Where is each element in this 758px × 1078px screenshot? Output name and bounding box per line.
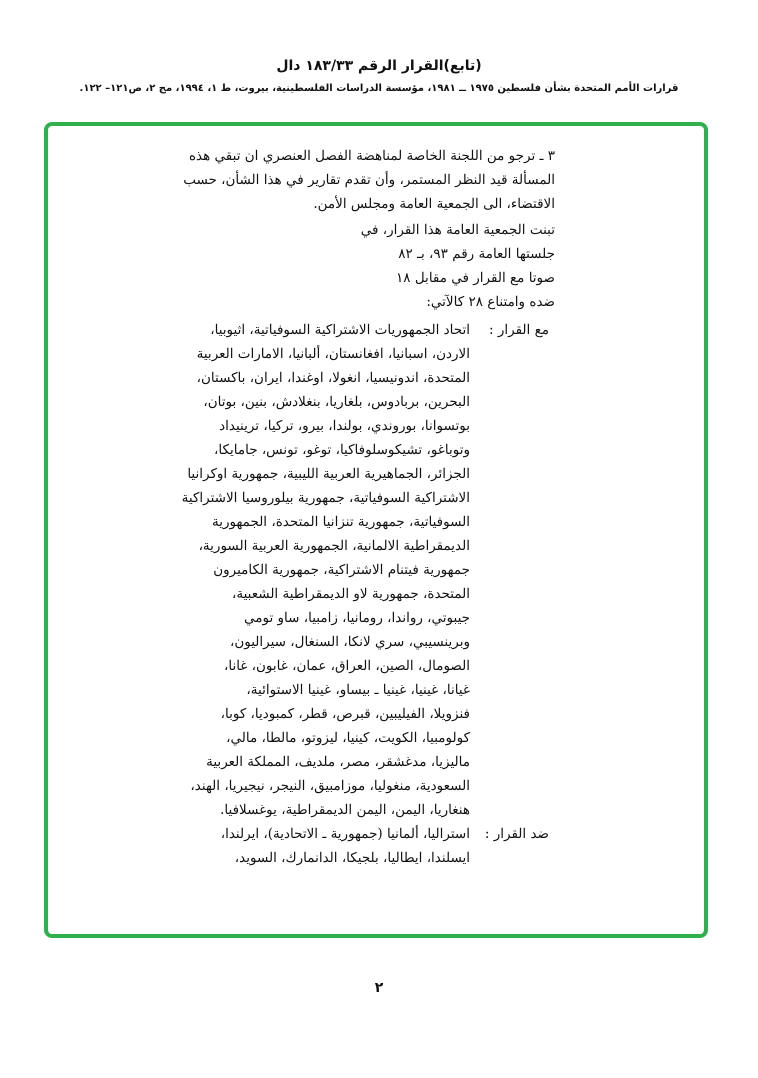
page-title: (تابع)القرار الرقم ١٨٣/٣٣ دال: [276, 58, 482, 74]
adoption-line: تبنت الجمعية العامة هذا القرار، في: [360, 222, 555, 238]
country-list-line: الجزائر، الجماهيرية العربية الليبية، جمهورية اوكرانيا: [187, 466, 470, 482]
country-list-line: الاشتراكية السوفياتية، جمهورية بيلوروسيا الاشتراكية: [181, 490, 470, 506]
country-list-line: السعودية، منغوليا، موزامبيق، النيجر، نيجيريا، الهند،: [190, 778, 470, 794]
country-list-line: ايسلندا، ايطاليا، بلجيكا، الدانمارك، السويد،: [234, 850, 470, 866]
country-list-line: جيبوتي، رواندا، رومانيا، زامبيا، ساو تومي: [244, 610, 470, 626]
country-list-line: اتحاد الجمهوريات الاشتراكية السوفياتية، اثيوبيا،: [210, 322, 470, 338]
country-list-line: هنغاريا، اليمن، اليمن الديمقراطية، يوغسلافيا.: [220, 802, 470, 818]
adoption-line: ضده وامتناع ٢٨ كالآتي:: [426, 294, 555, 310]
country-list-line: السوفياتية، جمهورية تنزانيا المتحدة، الجمهورية: [211, 514, 470, 530]
source-citation: قرارات الأمم المتحدة بشأن فلسطين ١٩٧٥ ــ ١٩٨١، مؤسسة الدراسات الفلسطينية، بيروت، ط ١، ١٩٩٤، مج ٢، ص١٢١– ١٢٢.: [79, 83, 679, 94]
country-list-line: الاردن، اسبانيا، افغانستان، ألبانيا، الامارات العربية: [196, 346, 470, 362]
country-list-line: فنزويلا، الفيليبين، قبرص، قطر، كمبوديا، كوبا،: [220, 706, 470, 722]
country-list-line: وبرينسيبي، سري لانكا، السنغال، سيراليون،: [229, 634, 470, 650]
country-list-line: ماليزيا، مدغشقر، مصر، ملديف، المملكة العربية: [206, 754, 470, 770]
page-number: ٢: [374, 980, 384, 996]
country-list-line: استراليا، ألمانيا (جمهورية ـ الاتحادية)، ايرلندا،: [220, 826, 470, 842]
country-list-line: وتوباغو، تشيكوسلوفاكيا، توغو، تونس، جامايكا،: [214, 442, 470, 458]
country-list-line: بوتسوانا، بوروندي، بولندا، بيرو، تركيا، ترينيداد: [219, 418, 470, 434]
country-list-line: جمهورية فيتنام الاشتراكية، جمهورية الكاميرون: [213, 562, 470, 578]
country-list-line: المتحدة، جمهورية لاو الديمقراطية الشعبية،: [232, 586, 470, 602]
country-list-line: البحرين، بربادوس، بلغاريا، بنغلادش، بنين، بوتان،: [203, 394, 470, 410]
adoption-line: صوتا مع القرار في مقابل ١٨: [396, 270, 555, 286]
country-list-line: الديمقراطية الالمانية، الجمهورية العربية السورية،: [198, 538, 470, 554]
country-list-line: المتحدة، اندونيسيا، انغولا، اوغندا، ايران، باكستان،: [196, 370, 470, 386]
country-list-line: غيانا، غينيا، غينيا ـ بيساو، غينيا الاستوائية،: [246, 682, 470, 698]
paragraph-line: المسألة قيد النظر المستمر، وأن تقدم تقارير في هذا الشأن، حسب: [183, 172, 555, 188]
country-list-line: الصومال، الصين، العراق، عمان، غابون، غانا،: [223, 658, 470, 674]
against-label: ضد القرار :: [484, 826, 549, 842]
country-list-line: كولومبيا، الكويت، كينيا، ليزوتو، مالطا، مالي،: [226, 730, 470, 746]
paragraph-line: الاقتضاء، الى الجمعية العامة ومجلس الأمن.: [313, 196, 555, 212]
in-favour-label: مع القرار :: [489, 322, 549, 338]
adoption-line: جلستها العامة رقم ٩٣، بـ ٨٢: [398, 246, 555, 262]
paragraph-line: ٣ ـ ترجو من اللجنة الخاصة لمناهضة الفصل العنصري ان تبقي هذه: [188, 148, 555, 164]
